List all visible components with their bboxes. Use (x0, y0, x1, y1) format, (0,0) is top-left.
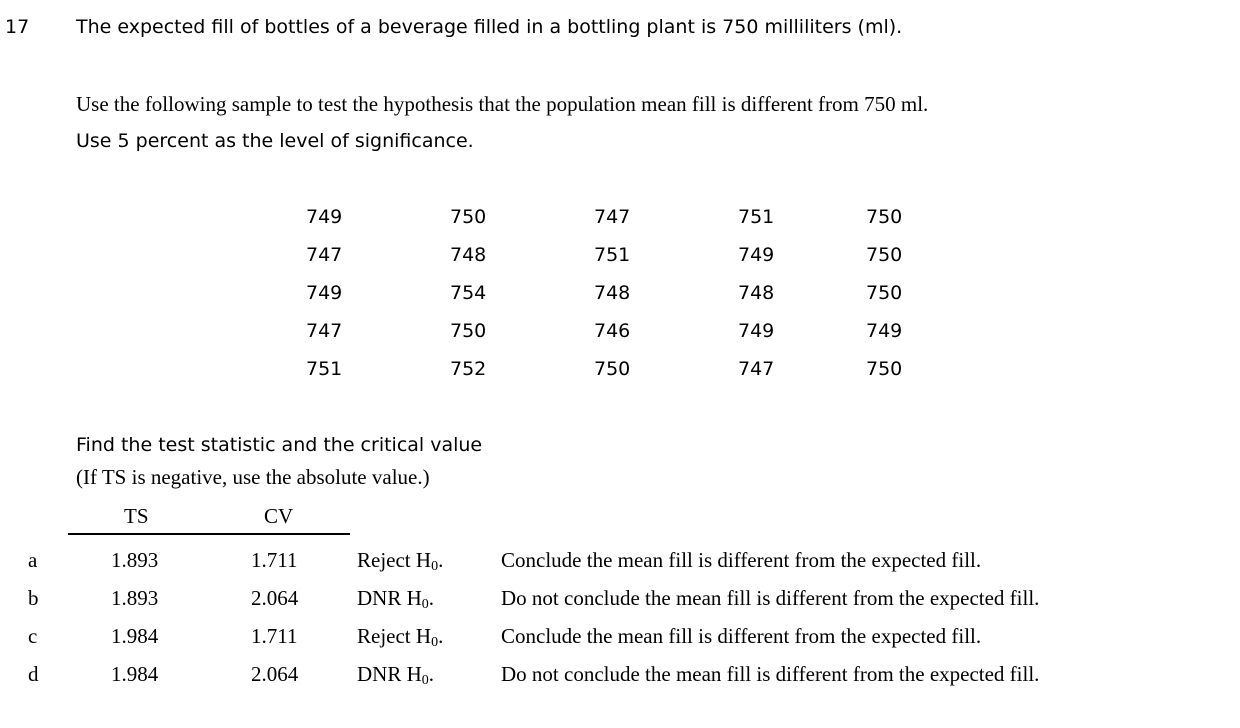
option-letter: a (28, 548, 38, 572)
question-number: 17 (5, 16, 30, 38)
option-critical-value: 2.064 (251, 662, 299, 686)
question-intro: The expected fill of bottles of a beverage filled in a bottling plant is 750 milliliters (ml). (76, 16, 903, 38)
sample-value: 750 (594, 358, 631, 380)
sample-value: 748 (738, 282, 775, 304)
option-conclusion: Conclude the mean fill is different from the expected fill. (501, 624, 982, 648)
sample-value: 751 (306, 358, 343, 380)
decision-subscript: 0 (431, 635, 439, 650)
option-test-statistic: 1.893 (111, 548, 159, 572)
decision-word: Reject H (357, 624, 432, 648)
option-letter: b (28, 586, 39, 610)
sample-value: 750 (866, 206, 903, 228)
option-test-statistic: 1.893 (111, 586, 159, 610)
option-critical-value: 1.711 (251, 548, 298, 572)
sample-value: 752 (450, 358, 487, 380)
option-test-statistic: 1.984 (111, 624, 159, 648)
decision-word: DNR H (357, 662, 422, 686)
option-letter: c (28, 624, 38, 648)
sample-value: 754 (450, 282, 487, 304)
option-test-statistic: 1.984 (111, 662, 159, 686)
sample-value: 750 (866, 282, 903, 304)
question-instruction-hypothesis: Use the following sample to test the hypothesis that the population mean fill is different from 750 ml. (76, 92, 929, 116)
option-decision: Reject $H_0$. (357, 548, 444, 574)
sample-value: 746 (594, 320, 631, 342)
option-decision: DNR $H_0$. (357, 662, 435, 688)
decision-word: DNR H (357, 586, 422, 610)
header-underline (68, 533, 350, 535)
option-conclusion: Conclude the mean fill is different from the expected fill. (501, 548, 982, 572)
question-instruction-significance: Use 5 percent as the level of significance. (76, 130, 474, 152)
option-decision: DNR $H_0$. (357, 586, 435, 612)
sample-value: 750 (866, 358, 903, 380)
option-letter: d (28, 662, 39, 686)
sample-value: 747 (306, 320, 343, 342)
option-conclusion: Do not conclude the mean fill is different from the expected fill. (501, 662, 1040, 686)
sample-value: 747 (306, 244, 343, 266)
decision-subscript: 0 (421, 597, 429, 612)
option-critical-value: 1.711 (251, 624, 298, 648)
sample-value: 749 (738, 320, 775, 342)
decision-subscript: 0 (421, 673, 429, 688)
sample-value: 750 (450, 206, 487, 228)
sample-value: 751 (594, 244, 631, 266)
sample-value: 750 (866, 244, 903, 266)
option-critical-value: 2.064 (251, 586, 299, 610)
sample-value: 750 (450, 320, 487, 342)
header-ts: TS (124, 504, 149, 528)
sample-value: 748 (594, 282, 631, 304)
sample-value: 748 (450, 244, 487, 266)
sample-value: 747 (738, 358, 775, 380)
sample-value: 751 (738, 206, 775, 228)
sample-value: 749 (306, 282, 343, 304)
decision-subscript: 0 (431, 559, 439, 574)
sample-value: 747 (594, 206, 631, 228)
decision-word: Reject H (357, 548, 432, 572)
option-decision: Reject $H_0$. (357, 624, 444, 650)
sample-value: 749 (306, 206, 343, 228)
sample-value: 749 (866, 320, 903, 342)
header-cv: CV (264, 504, 294, 528)
option-conclusion: Do not conclude the mean fill is different from the expected fill. (501, 586, 1040, 610)
sample-value: 749 (738, 244, 775, 266)
find-prompt: Find the test statistic and the critical value (76, 434, 483, 456)
absolute-value-note: (If TS is negative, use the absolute value.) (76, 465, 430, 489)
